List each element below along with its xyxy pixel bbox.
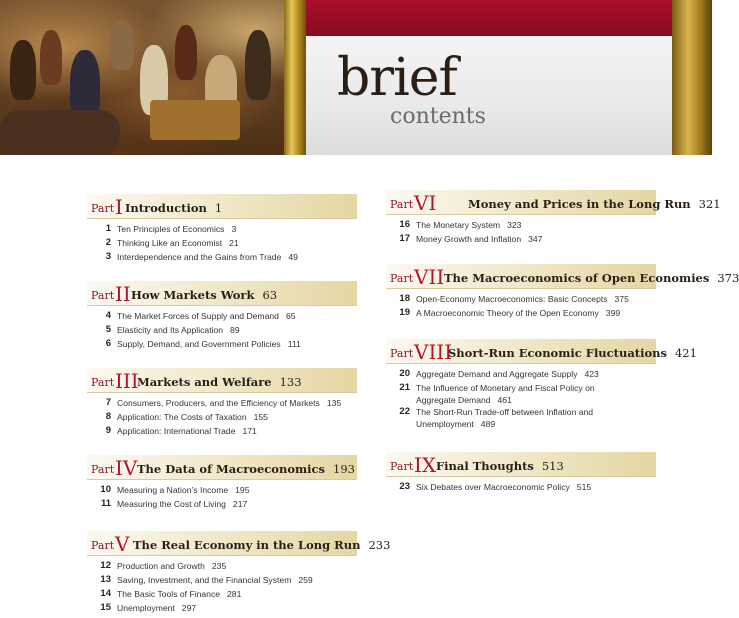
part-numeral: VI: [414, 191, 437, 215]
part-label: Part: [390, 460, 414, 473]
chapter-item: 18 Open-Economy Macroeconomics: Basic Concepts 375: [399, 293, 629, 304]
part-label: Part: [91, 289, 115, 302]
part-header: [386, 339, 697, 364]
part-1: [87, 194, 357, 264]
part-label: Part: [91, 463, 115, 476]
chapter-item: 4 The Market Forces of Supply and Demand 65: [105, 310, 296, 321]
chapter-item: 15 Unemployment 297: [100, 602, 197, 613]
part-name: The Real Economy in the Long Run 233: [133, 538, 391, 552]
part-name: Money and Prices in the Long Run 321: [468, 197, 721, 211]
part-numeral: IV: [115, 456, 138, 480]
chapter-item: 11 Measuring the Cost of Living 217: [100, 498, 248, 509]
chapter-item: 19 A Macroeconomic Theory of the Open Economy 399: [399, 307, 621, 318]
part-numeral: II: [115, 282, 131, 306]
part-9: [386, 452, 656, 494]
part-header: [87, 281, 357, 306]
chapter-item: 7 Consumers, Producers, and the Efficiency of Markets 135: [105, 397, 342, 408]
part-header: [386, 264, 739, 289]
part-6: [386, 190, 721, 246]
chapter-item: 8 Application: The Costs of Taxation 155: [105, 411, 268, 422]
part-name: Final Thoughts 513: [436, 459, 564, 473]
chapter-item: 23 Six Debates over Macroeconomic Policy 515: [399, 481, 592, 492]
chapter-item: 17 Money Growth and Inflation 347: [399, 233, 543, 244]
chapter-item: 16 The Monetary System 323: [399, 219, 522, 230]
part-4: [87, 455, 357, 511]
chapter-item: 20 Aggregate Demand and Aggregate Supply 423: [399, 368, 599, 379]
chapter-item: 22 The Short-Run Trade-off between Inflation and Unemployment 489: [399, 406, 594, 429]
chapter-item: 9 Application: International Trade 171: [105, 425, 257, 436]
part-label: Part: [390, 198, 414, 211]
part-name: The Macroeconomics of Open Economies 373: [444, 271, 739, 285]
part-header: [87, 368, 357, 393]
part-label: Part: [91, 376, 115, 389]
title-contents: contents: [390, 104, 486, 129]
chapter-item: 6 Supply, Demand, and Government Policies 111: [105, 338, 301, 349]
chapter-item: 21 The Influence of Monetary and Fiscal Policy on Aggregate Demand 461: [399, 382, 595, 405]
part-5: [87, 531, 391, 615]
chapter-item: 1 Ten Principles of Economics 3: [105, 223, 237, 234]
chapter-item: 12 Production and Growth 235: [100, 560, 227, 571]
gold-frame-left: [284, 0, 306, 155]
part-numeral: III: [115, 369, 139, 393]
part-label: Part: [91, 539, 115, 552]
part-3: [87, 368, 357, 438]
header-banner: [0, 0, 712, 155]
chapter-item: 14 The Basic Tools of Finance 281: [100, 588, 242, 599]
part-name: The Data of Macroeconomics 193: [137, 462, 355, 476]
part-name: Markets and Welfare 133: [137, 375, 302, 389]
part-label: Part: [390, 272, 414, 285]
chapter-item: 3 Interdependence and the Gains from Trade 49: [105, 251, 298, 262]
chapter-item: 5 Elasticity and Its Application 89: [105, 324, 240, 335]
gold-frame-right: [672, 0, 712, 155]
part-name: Introduction 1: [125, 201, 223, 215]
part-header: [87, 531, 391, 556]
part-header: [386, 452, 656, 477]
part-header: [87, 194, 357, 219]
part-label: Part: [91, 202, 115, 215]
part-header: [386, 190, 721, 215]
title-brief: brief: [337, 48, 457, 108]
part-numeral: V: [115, 532, 130, 556]
part-numeral: IX: [414, 453, 437, 477]
part-7: [386, 264, 739, 320]
part-name: Short-Run Economic Fluctuations 421: [448, 346, 697, 360]
part-2: [87, 281, 357, 351]
chapter-item: 10 Measuring a Nation’s Income 195: [100, 484, 250, 495]
part-numeral: VIII: [414, 340, 453, 364]
part-label: Part: [390, 347, 414, 360]
part-numeral: I: [115, 195, 123, 219]
part-numeral: VII: [414, 265, 445, 289]
chapter-item: 13 Saving, Investment, and the Financial System 259: [100, 574, 313, 585]
market-painting-image: [0, 0, 298, 155]
part-header: [87, 455, 357, 480]
part-8: [386, 339, 697, 429]
part-name: How Markets Work 63: [131, 288, 278, 302]
chapter-item: 2 Thinking Like an Economist 21: [105, 237, 239, 248]
red-band: [306, 0, 672, 36]
